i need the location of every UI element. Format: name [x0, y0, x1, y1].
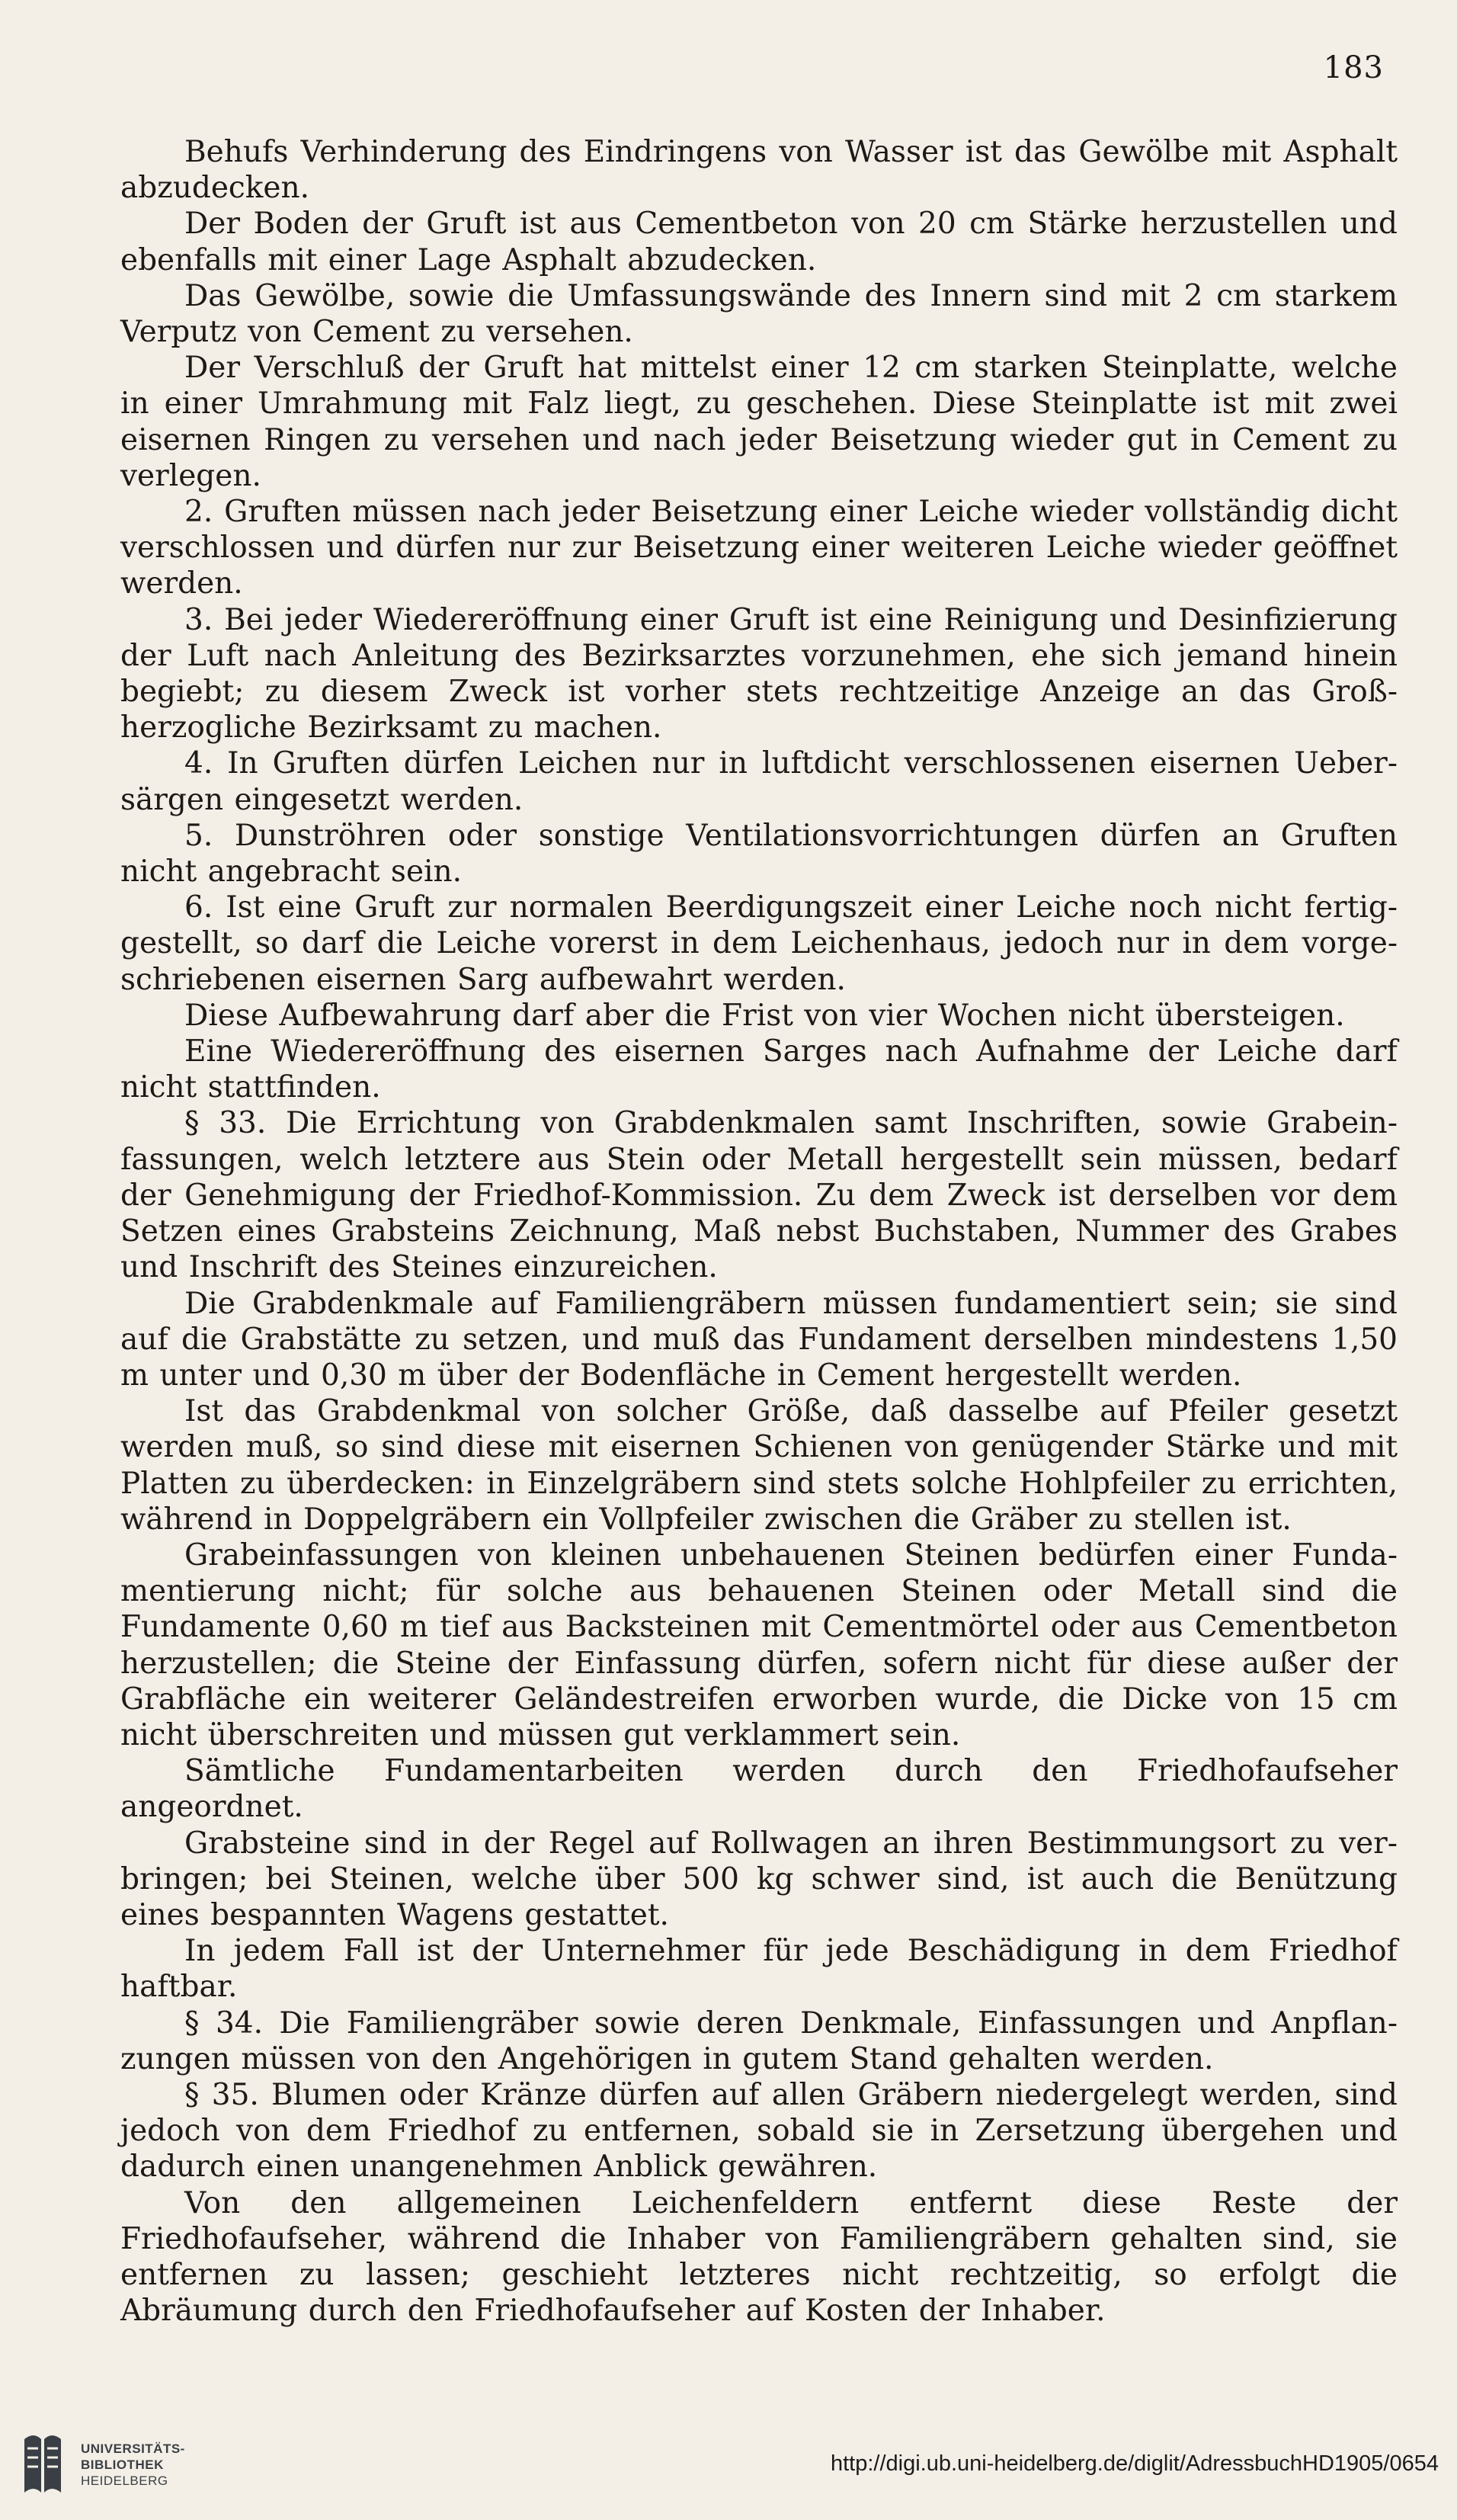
- paragraph: Der Verschluß der Gruft hat mittelst einer 12 cm starken Steinplatte, welche in einer Umrahmung mit Falz liegt, zu geschehen. Diese Steinplatte ist mit zwei eisernen Ringen zu versehen und nach jeder Beisetzung wieder gut in Cement zu verlegen.: [120, 351, 1398, 493]
- paragraph: Ist das Grabdenkmal von solcher Größe, daß dasselbe auf Pfeiler gesetzt werden muß, so sind diese mit eisernen Schienen von genügender Stärke und mit Platten zu überdecken: in Einzelgräbern sind stets solche Hohlpfeiler zu errichten, während in Doppelgräbern ein Vollpfeiler zwischen die Gräber zu stellen ist.: [120, 1394, 1398, 1537]
- paragraph: Der Boden der Gruft ist aus Cementbeton von 20 cm Stärke herzustellen und ebenfalls mit einer Lage Asphalt abzudecken.: [120, 207, 1398, 277]
- paragraph: Grabeinfassungen von kleinen unbehauenen Steinen bedürfen einer Fundamentierung nicht; für solche aus behauenen Steinen oder Metall sind die Fundamente 0,60 m tief aus Backsteinen mit Cementmörtel oder aus Cementbeton herzustellen; die Steine der Einfassung dürfen, sofern nicht für diese außer der Grabfläche ein weiterer Geländestreifen erworben wurde, die Dicke von 15 cm nicht überschreiten und müssen gut verklammert sein.: [120, 1537, 1398, 1752]
- paragraph: 2. Gruften müssen nach jeder Beisetzung einer Leiche wieder vollständig dicht verschlossen und dürfen nur zur Beisetzung einer weiteren Leiche wieder geöffnet werden.: [120, 495, 1398, 601]
- paragraph: In jedem Fall ist der Unternehmer für jede Beschädigung in dem Friedhof haftbar.: [120, 1934, 1398, 2005]
- paragraph: 3. Bei jeder Wiedereröffnung einer Gruft ist eine Reinigung und Desinfizierung der Luft nach Anleitung des Bezirksarztes vorzunehmen, ehe sich jemand hinein begiebt; zu diesem Zweck ist vorher stets rechtzeitige Anzeige an das Großherzogliche Bezirksamt zu machen.: [120, 602, 1398, 745]
- paragraph: § 33. Die Errichtung von Grabdenkmalen samt Inschriften, sowie Grabeinfassungen, welch letztere aus Stein oder Metall hergestellt sein müssen, bedarf der Genehmigung der Friedhof-Kommission. Zu dem Zweck ist derselben vor dem Setzen eines Grabsteins Zeichnung, Maß nebst Buchstaben, Nummer des Grabes und Inschrift des Steines einzureichen.: [120, 1106, 1398, 1285]
- paragraph: Von den allgemeinen Leichenfeldern entfernt diese Reste der Friedhofaufseher, während die Inhaber von Familiengräbern gehalten sind, sie entfernen zu lassen; geschieht letzteres nicht rechtzeitig, so erfolgt die Abräumung durch den Friedhofaufseher auf Kosten der Inhaber.: [120, 2185, 1398, 2329]
- paragraph: 6. Ist eine Gruft zur normalen Beerdigungszeit einer Leiche noch nicht fertiggestellt, so darf die Leiche vorerst in dem Leichenhaus, jedoch nur in dem vorgeschriebenen eisernen Sarg aufbewahrt werden.: [120, 890, 1398, 997]
- paragraph: Die Grabdenkmale auf Familiengräbern müssen fundamentiert sein; sie sind auf die Grabstätte zu setzen, und muß das Fundament derselben mindestens 1,50 m unter und 0,30 m über der Bodenfläche in Cement hergestellt werden.: [120, 1286, 1398, 1393]
- paragraph: Das Gewölbe, sowie die Umfassungswände des Innern sind mit 2 cm starkem Verputz von Cement zu versehen.: [120, 278, 1398, 350]
- paragraph: Behufs Verhinderung des Eindringens von Wasser ist das Gewölbe mit Asphalt abzudecken.: [120, 135, 1398, 206]
- paragraph: Eine Wiedereröffnung des eisernen Sarges nach Aufnahme der Leiche darf nicht stattfinden.: [120, 1034, 1398, 1105]
- paragraph: 5. Dunströhren oder sonstige Ventilationsvorrichtungen dürfen an Gruften nicht angebracht sein.: [120, 818, 1398, 890]
- paragraph: § 34. Die Familiengräber sowie deren Denkmale, Einfassungen und Anpflanzungen müssen von den Angehörigen in gutem Stand gehalten werden.: [120, 2005, 1398, 2076]
- library-logo[interactable]: [18, 2427, 209, 2503]
- source-url-link[interactable]: http://digi.ub.uni-heidelberg.de/diglit/AdressbuchHD1905/0654: [830, 2451, 1439, 2476]
- paragraph: Diese Aufbewahrung darf aber die Frist von vier Wochen nicht übersteigen.: [184, 998, 1345, 1033]
- paragraph: Grabsteine sind in der Regel auf Rollwagen an ihren Bestimmungsort zu verbringen; bei Steinen, welche über 500 kg schwer sind, ist auch die Benützung eines bespannten Wagens gestattet.: [120, 1826, 1398, 1932]
- page-body: [120, 134, 1398, 2329]
- paragraph: Sämtliche Fundamentarbeiten werden durch den Friedhofaufseher angeordnet.: [120, 1754, 1398, 1825]
- library-logo-text: [81, 2441, 185, 2489]
- paragraph: § 35. Blumen oder Kränze dürfen auf allen Gräbern niedergelegt werden, sind jedoch von dem Friedhof zu entfernen, sobald sie in Zersetzung übergehen und dadurch einen unangenehmen Anblick gewähren.: [120, 2077, 1398, 2185]
- logo-line: BIBLIOTHEK: [81, 2457, 164, 2472]
- page-number: 183: [1323, 50, 1384, 85]
- logo-line: UNIVERSITÄTS-: [81, 2441, 185, 2456]
- library-logo-icon: [18, 2429, 67, 2502]
- paragraph: 4. In Gruften dürfen Leichen nur in luftdicht verschlossenen eisernen Uebersärgen eingesetzt werden.: [120, 746, 1398, 817]
- logo-line: HEIDELBERG: [81, 2474, 168, 2488]
- footer-bar: [0, 2409, 1457, 2520]
